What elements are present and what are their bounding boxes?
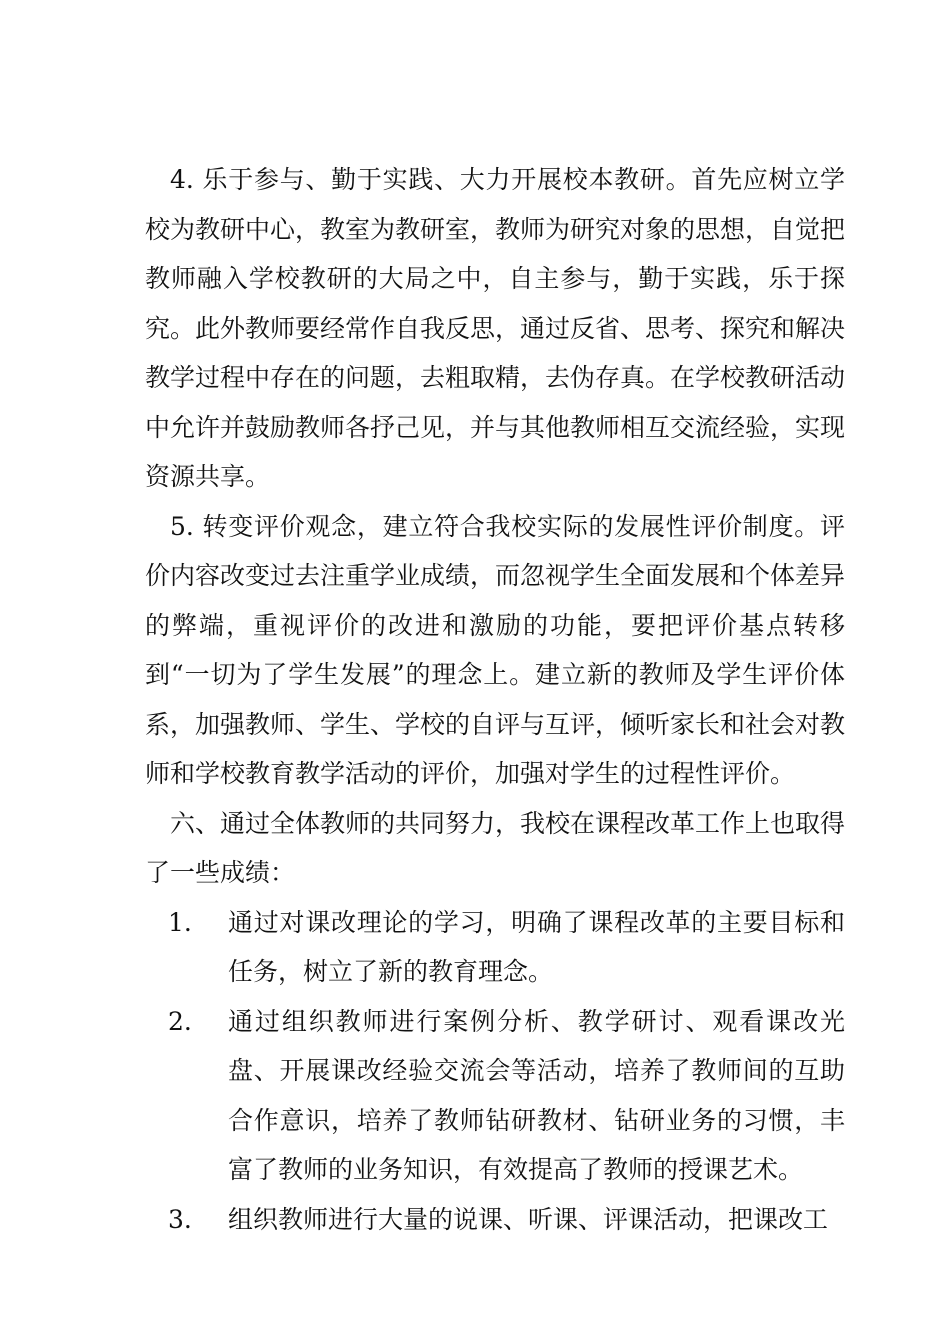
list-item <box>145 997 845 1195</box>
document-body <box>145 155 845 1244</box>
list-item-text: 组织教师进行大量的说课、听课、评课活动，把课改工 <box>228 1204 829 1234</box>
paragraph-4-school-research: 4. 乐于参与、勤于实践、大力开展校本教研。首先应树立学校为教研中心，教室为教研室，教师为研究对象的思想，自觉把教师融入学校教研的大局之中，自主参与，勤于实践，乐于探究。此外教师要经常作自我反思，通过反省、思考、探究和解决教学过程中存在的问题，去粗取精，去伪存真。在学校教研活动中允许并鼓励教师各抒己见，并与其他教师相互交流经验，实现资源共享。 <box>145 165 846 491</box>
paragraph-6-achievements-intro: 六、通过全体教师的共同努力，我校在课程改革工作上也取得了一些成绩： <box>145 808 846 887</box>
list-item <box>145 898 845 997</box>
list-item-number: 1. <box>168 907 192 937</box>
list-item-number: 2. <box>168 1006 192 1036</box>
paragraph-5-evaluation-reform: 5. 转变评价观念，建立符合我校实际的发展性评价制度。评价内容改变过去注重学业成绩，而忽视学生全面发展和个体差异的弊端，重视评价的改进和激励的功能，要把评价基点转移到“一切为了学生发展”的理念上。建立新的教师及学生评价体系，加强教师、学生、学校的自评与互评，倾听家长和社会对教师和学校教育教学活动的评价，加强对学生的过程性评价。 <box>145 511 846 788</box>
list-item-number: 3. <box>168 1204 192 1234</box>
list-item <box>145 1195 845 1245</box>
list-item-text: 通过对课改理论的学习，明确了课程改革的主要目标和任务，树立了新的教育理念。 <box>228 907 845 986</box>
list-item-text: 通过组织教师进行案例分析、教学研讨、观看课改光盘、开展课改经验交流会等活动，培养了教师间的互助合作意识，培养了教师钻研教材、钻研业务的习惯，丰富了教师的业务知识，有效提高了教师的授课艺术。 <box>228 1006 845 1184</box>
achievements-list <box>145 898 845 1245</box>
